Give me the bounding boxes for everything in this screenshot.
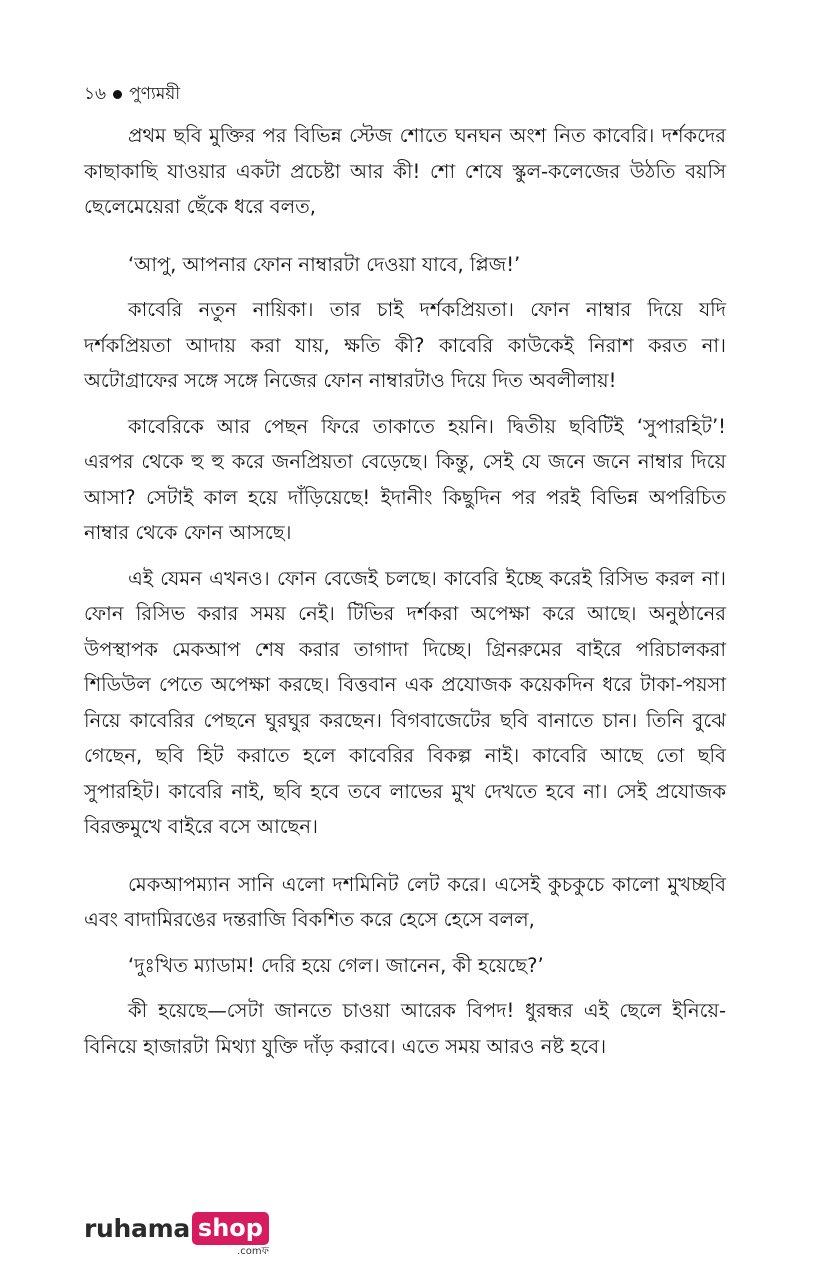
page-number: ১৬ <box>84 84 107 104</box>
paragraph: কাবেরি নতুন নায়িকা। তার চাই দর্শকপ্রিয়তা। ফোন নাম্বার দিয়ে যদি দর্শকপ্রিয়তা আদায় করা যায়, ক্ষতি কী? কাবেরি কাউকেই নিরাশ করত না। অটোগ্রাফের সঙ্গে সঙ্গে নিজের ফোন নাম্বারটাও দিয়ে দিত অবলীলায়! <box>84 298 726 392</box>
paragraph-dialogue: ‘দুঃখিত ম্যাডাম! দেরি হয়ে গেল। জানেন, কী হয়েছে?’ <box>128 953 544 977</box>
logo-name-text: ruhama <box>84 1214 190 1243</box>
paragraph-dialogue: ‘আপু, আপনার ফোন নাম্বারটা দেওয়া যাবে, প্লিজ!’ <box>128 252 521 276</box>
paragraph: কী হয়েছে—সেটা জানতে চাওয়া আরেক বিপদ! ধুরন্ধর এই ছেলে ইনিয়ে-বিনিয়ে হাজারটা মিথ্যা যুক্তি দাঁড় করাবে। এতে সময় আরও নষ্ট হবে। <box>84 999 726 1058</box>
logo-shop-text: shop <box>192 1212 269 1245</box>
body-text <box>84 118 726 1074</box>
paragraph: কাবেরিকে আর পেছন ফিরে তাকাতে হয়নি। দ্বিতীয় ছবিটিই ‘সুপারহিট’! এরপর থেকে হু হু করে জনপ্রিয়তা বেড়েছে। কিন্তু, সেই যে জনে জনে নাম্বার দিয়ে আসা? সেটাই কাল হয়ে দাঁড়িয়েছে! ইদানীং কিছুদিন পর পরই বিভিন্ন অপরিচিত নাম্বার থেকে ফোন আসছে। <box>84 414 726 544</box>
bullet-icon <box>113 90 122 99</box>
paragraph: এই যেমন এখনও। ফোন বেজেই চলছে। কাবেরি ইচ্ছে করেই রিসিভ করল না। ফোন রিসিভ করার সময় নেই। টিভির দর্শকরা অপেক্ষা করে আছে। অনুষ্ঠানের উপস্থাপক মেকআপ শেষ করার তাগাদা দিচ্ছে। গ্রিনরুমের বাইরে পরিচালকরা শিডিউল পেতে অপেক্ষা করছে। বিত্তবান এক প্রযোজক কয়েকদিন ধরে টাকা-পয়সা নিয়ে কাবেরির পেছনে ঘুরঘুর করছেন। বিগবাজেটের ছবি বানাতে চান। তিনি বুঝে গেছেন, ছবি হিট করাতে হলে কাবেরির বিকল্প নাই। কাবেরি আছে তো ছবি সুপারহিট। কাবেরি নাই, ছবি হবে তবে লাভের মুখ দেখতে হবে না। সেই প্রযোজক বিরক্তমুখে বাইরে বসে আছেন। <box>84 566 726 838</box>
paragraph: মেকআপম্যান সানি এলো দশমিনিট লেট করে। এসেই কুচকুচে কালো মুখচ্ছবি এবং বাদামিরঙের দন্তরাজি বিকশিত করে হেসে হেসে বলল, <box>84 872 726 931</box>
logo-shop-group <box>190 1212 269 1258</box>
page-header <box>84 82 180 106</box>
logo-domain-text: .comফ <box>237 1246 269 1257</box>
ruhama-shop-logo <box>84 1212 269 1258</box>
paragraph: প্রথম ছবি মুক্তির পর বিভিন্ন স্টেজ শোতে ঘনঘন অংশ নিত কাবেরি। দর্শকদের কাছাকাছি যাওয়ার একটা প্রচেষ্টা আর কী! শো শেষে স্কুল-কলেজের উঠতি বয়সি ছেলেমেয়েরা ছেঁকে ধরে বলত, <box>84 124 726 218</box>
book-title: পুণ্যময়ী <box>129 84 181 104</box>
